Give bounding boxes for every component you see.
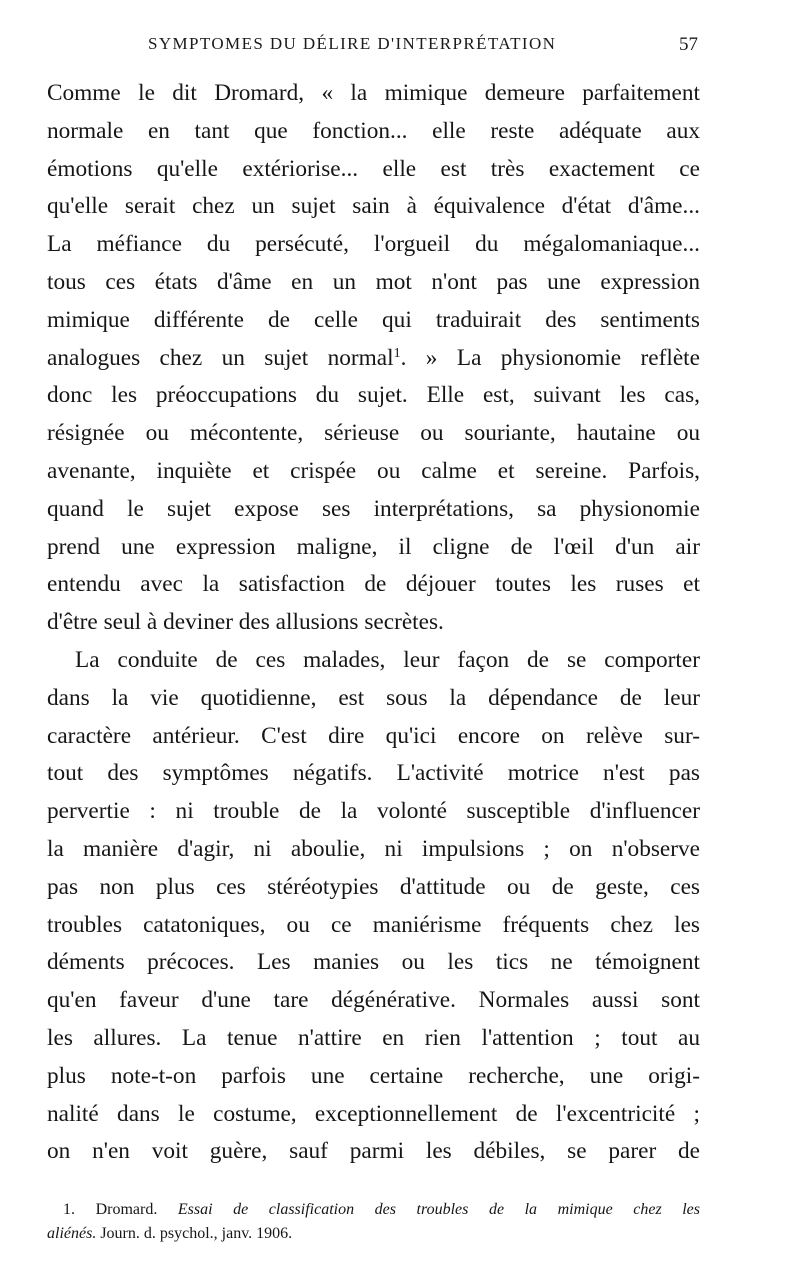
text-line: prend une expression maligne, il cligne de l'œil d'un air [47, 533, 700, 560]
text-line: plus note-t-on parfois une certaine recherche, une origi- [47, 1062, 700, 1089]
footnote-author: Dromard. [95, 1201, 158, 1218]
text-line: dans la vie quotidienne, est sous la dépendance de leur [47, 684, 700, 711]
text-line: avenante, inquiète et crispée ou calme et sereine. Parfois, [47, 457, 700, 484]
text-line: les allures. La tenue n'attire en rien l'attention ; tout au [47, 1024, 700, 1051]
text-line: donc les préoccupations du sujet. Elle est, suivant les cas, [47, 382, 700, 409]
text-line: qu'en faveur d'une tare dégénérative. Normales aussi sont [47, 987, 700, 1014]
text-line: déments précoces. Les manies ou les tics ne témoignent [47, 949, 700, 976]
text-line: quand le sujet expose ses interprétations, sa physionomie [47, 495, 700, 522]
text-line: entendu avec la satisfaction de déjouer toutes les ruses et [47, 571, 700, 598]
page-number: 57 [679, 34, 698, 55]
text-segment: analogues chez un sujet normal [47, 344, 394, 371]
text-line: qu'elle serait chez un sujet sain à équivalence d'état d'âme... [47, 193, 700, 220]
text-line: Comme le dit Dromard, « la mimique demeure parfaitement [47, 80, 700, 106]
footnote-reference[interactable]: 1 [393, 345, 401, 361]
text-line-with-note [47, 340, 700, 378]
page-header [148, 34, 698, 62]
text-line: caractère antérieur. C'est dire qu'ici encore on relève sur- [47, 722, 700, 749]
body-text [47, 75, 700, 1171]
text-line: pervertie : ni trouble de la volonté susceptible d'influencer [47, 798, 700, 825]
footnote-number: 1. [63, 1201, 75, 1218]
footnote-block [47, 1198, 700, 1246]
paragraph-start-line: La conduite de ces malades, leur façon de se comporter [75, 646, 700, 673]
text-line: tout des symptômes négatifs. L'activité motrice n'est pas [47, 760, 700, 787]
text-line: nalité dans le costume, exceptionnellement de l'excentricité ; [47, 1100, 700, 1127]
text-line: pas non plus ces stéréotypies d'attitude ou de geste, ces [47, 873, 700, 900]
text-line: la manière d'agir, ni aboulie, ni impulsions ; on n'observe [47, 835, 700, 862]
text-line: normale en tant que fonction... elle reste adéquate aux [47, 117, 700, 144]
footnote-title-end: aliénés. [47, 1225, 97, 1242]
text-line: La méfiance du persécuté, l'orgueil du mégalomaniaque... [47, 231, 700, 258]
footnote-line [47, 1222, 700, 1246]
text-segment: . » La physionomie reflète [400, 344, 700, 371]
text-line: résignée ou mécontente, sérieuse ou souriante, hautaine ou [47, 420, 700, 447]
text-line: émotions qu'elle extériorise... elle est très exactement ce [47, 155, 700, 182]
text-line: mimique différente de celle qui traduirait des sentiments [47, 306, 700, 333]
text-line: tous ces états d'âme en un mot n'ont pas une expression [47, 268, 700, 295]
footnote-citation: Journ. d. psychol., janv. 1906. [100, 1225, 293, 1242]
footnote-line [47, 1198, 700, 1222]
footnote-title: Essai de classification des troubles de la mimique chez les [177, 1201, 701, 1218]
text-line: troubles catatoniques, ou ce maniérisme fréquents chez les [47, 911, 700, 938]
text-line: d'être seul à deviner des allusions secrètes. [47, 609, 444, 636]
text-line: on n'en voit guère, sauf parmi les débiles, se parer de [47, 1138, 700, 1165]
running-title: SYMPTOMES DU DÉLIRE D'INTERPRÉTATION [148, 34, 557, 53]
